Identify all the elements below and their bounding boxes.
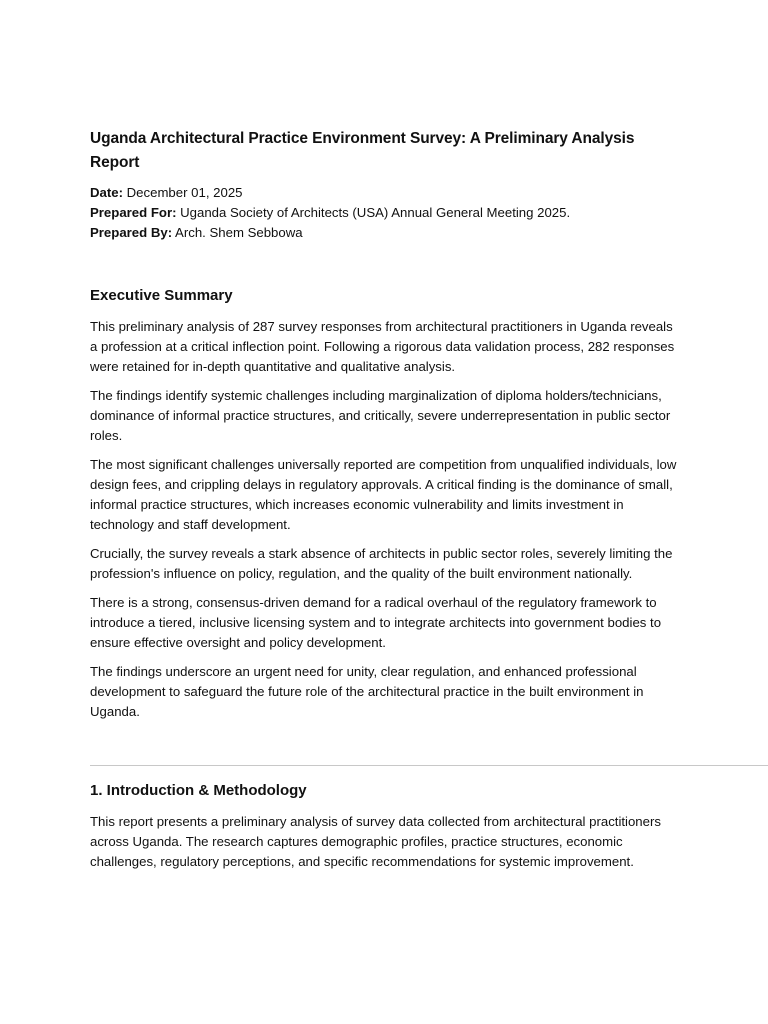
executive-summary-paragraph: The findings underscore an urgent need for unity, clear regulation, and enhanced professional development to safeguard the future role of the architectural practice in the built environment in Uganda. [90,664,644,719]
introduction-paragraph: This report presents a preliminary analysis of survey data collected from architectural practitioners across Uganda. The research captures demographic profiles, practice structures, economic challenges, regulatory perceptions, and specific recommendations for systemic improvement. [90,814,661,869]
document-title: Uganda Architectural Practice Environment Survey: A Preliminary Analysis Report [90,130,635,171]
executive-summary-paragraph: This preliminary analysis of 287 survey responses from architectural practitioners in Uganda reveals a profession at a critical inflection point. Following a rigorous data validation process, 282 responses were retained for in-depth quantitative and qualitative analysis. [90,319,675,374]
document-page [90,127,680,731]
meta-prepared-by-value: Arch. Shem Sebbowa [175,225,303,240]
meta-date [90,183,680,203]
executive-summary-paragraph: The findings identify systemic challenges including marginalization of diploma holders/technicians, dominance of informal practice structures, and critically, severe underrepresentation in public sector roles. [90,388,671,443]
meta-prepared-by [90,223,680,243]
meta-prepared-for-label: Prepared For: [90,205,177,220]
executive-summary-paragraph: The most significant challenges universally reported are competition from unqualified individuals, low design fees, and crippling delays in regulatory approvals. A critical finding is the dominance of small, informal practice structures, which increases economic vulnerability and limits investment in technology and staff development. [90,457,677,532]
meta-date-label: Date: [90,185,123,200]
meta-prepared-for-value: Uganda Society of Architects (USA) Annual General Meeting 2025. [180,205,571,220]
meta-date-value: December 01, 2025 [126,185,243,200]
section-divider [90,765,768,766]
meta-prepared-for [90,203,680,223]
introduction-heading: 1. Introduction & Methodology [90,782,307,799]
meta-prepared-by-label: Prepared By: [90,225,173,240]
executive-summary-paragraph: There is a strong, consensus-driven demand for a radical overhaul of the regulatory framework to introduce a tiered, inclusive licensing system and to integrate architects into government bodies to ensure effective oversight and policy development. [90,595,662,650]
introduction-section [90,781,680,881]
executive-summary-paragraph: Crucially, the survey reveals a stark absence of architects in public sector roles, severely limiting the profession's influence on policy, regulation, and the quality of the built environment nationally. [90,546,673,581]
executive-summary-heading: Executive Summary [90,287,233,304]
